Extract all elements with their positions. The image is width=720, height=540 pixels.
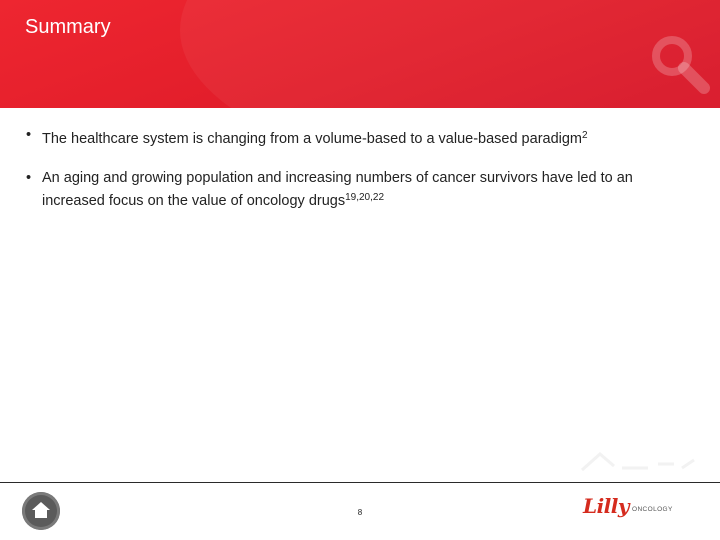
bullet-marker: • <box>26 170 32 186</box>
watermark-graphic <box>578 446 698 474</box>
footer-divider <box>0 482 720 483</box>
bullet-text: The healthcare system is changing from a volume-based to a value-based paradigm$^2$ <box>42 130 588 147</box>
bullet-list <box>26 126 686 231</box>
header-banner <box>0 0 720 108</box>
lilly-oncology-logo <box>583 494 673 518</box>
list-item <box>26 126 686 149</box>
logo-brand: Lilly <box>583 494 629 518</box>
bullet-text: An aging and growing population and increasing numbers of cancer survivors have led to an increased focus on the value of oncology drugs$^{19,20,22}$ <box>42 170 633 209</box>
page-title: Summary <box>25 16 111 38</box>
citation: 19,20,22 <box>345 192 385 203</box>
bullet-marker: • <box>26 127 32 143</box>
home-icon <box>31 500 51 520</box>
citation: 2 <box>582 130 588 141</box>
home-button[interactable] <box>22 492 60 530</box>
search-icon <box>646 30 716 100</box>
list-item <box>26 169 686 211</box>
logo-division: ONCOLOGY <box>631 506 673 513</box>
page-number: 8 <box>357 508 363 517</box>
